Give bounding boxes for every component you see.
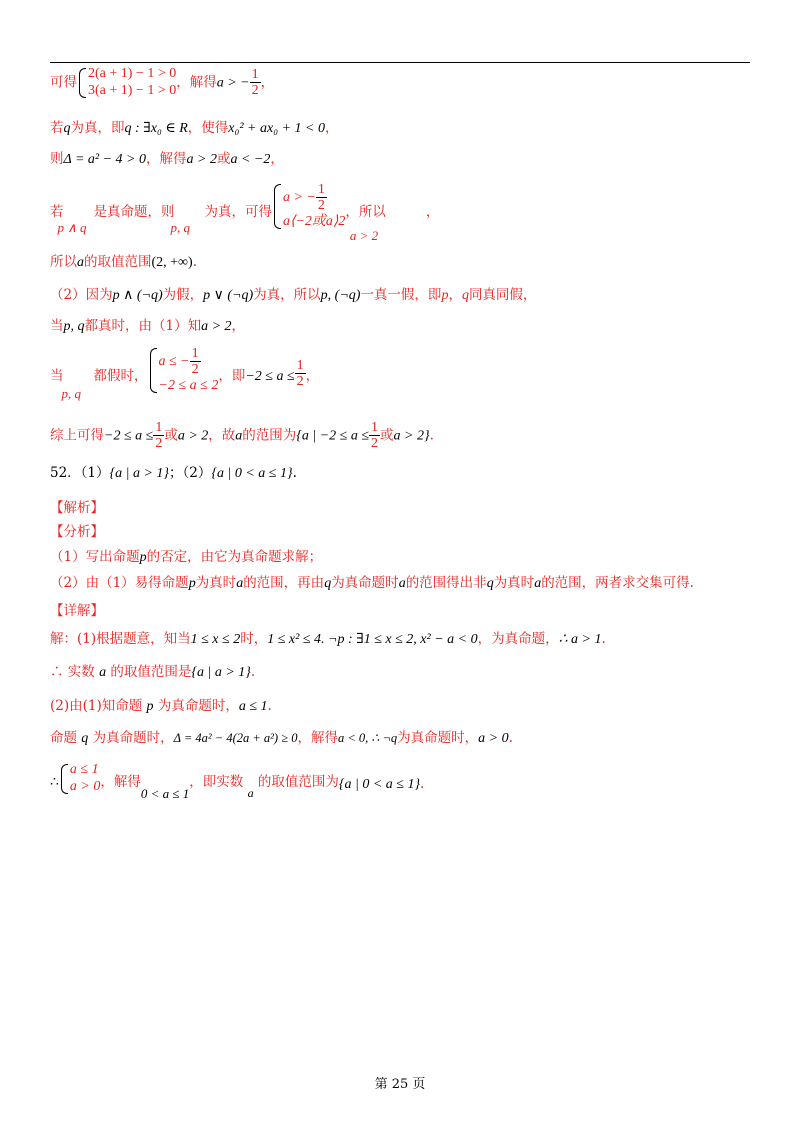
system-row: a⟨−2或a⟩2 <box>283 213 346 229</box>
text: 的取值范围是 <box>110 664 192 680</box>
text: 或 <box>216 151 231 167</box>
text: ，解得 <box>176 74 217 91</box>
text: 都真时，由（1）知 <box>84 318 202 334</box>
math: a <box>236 576 244 591</box>
text: ， <box>305 368 320 384</box>
solution-line-8 <box>50 346 320 401</box>
solution-line-6 <box>50 287 536 305</box>
denominator: 2 <box>317 198 325 214</box>
math: {a | −2 ≤ a ≤ <box>296 428 370 444</box>
denominator: 2 <box>251 83 259 99</box>
text: 则 <box>50 151 64 167</box>
text: 为真时 <box>493 575 535 591</box>
text: 时， <box>240 631 268 647</box>
math: a > − <box>216 75 250 91</box>
text: 为真命题时， <box>397 730 479 746</box>
math: q <box>461 288 469 303</box>
equation-system <box>272 182 345 231</box>
numerator: 1 <box>251 66 259 82</box>
text: 综上可得 <box>50 427 104 444</box>
math: q <box>63 121 71 136</box>
text: . <box>250 664 256 680</box>
detail-line-1 <box>50 631 606 649</box>
text: 的否定，由它为真命题求解； <box>146 549 323 565</box>
detail-line-4 <box>50 730 513 748</box>
text: . <box>508 730 513 746</box>
text: 的范围，再由 <box>243 575 325 591</box>
text: 或 <box>380 427 394 444</box>
math: {a | a > 1} <box>109 466 170 481</box>
fraction <box>250 67 261 99</box>
text: 若 <box>50 204 64 220</box>
section-fenxi <box>50 524 104 541</box>
denominator: 2 <box>371 436 379 452</box>
text: 为真命题时， <box>157 698 239 714</box>
math: p, (¬q) <box>320 288 361 303</box>
math: a < 0, ∴ ¬q <box>337 731 398 745</box>
analysis-line-2 <box>50 575 694 593</box>
text: 解：(1)根据题意，知当 <box>50 631 191 647</box>
text: 为真命题时， <box>92 730 174 746</box>
text: 为真，可得 <box>204 204 272 220</box>
subscript-math <box>57 182 94 235</box>
math: 1 ≤ x² ≤ 4 <box>267 632 321 647</box>
numerator: 1 <box>296 358 304 373</box>
text: 为真命题时 <box>331 575 399 591</box>
math: p, q <box>63 319 85 334</box>
text: ， <box>425 204 440 220</box>
math: p ∧ (¬q) <box>112 288 163 303</box>
math: p, q <box>170 220 190 235</box>
system-row <box>283 182 345 214</box>
denominator: 2 <box>191 362 199 378</box>
text: . <box>192 254 197 270</box>
math: a ≤ − <box>158 354 190 370</box>
math: p, q <box>61 386 81 401</box>
text: 一真一假，即 <box>360 287 442 303</box>
math: {a | a > 1} <box>191 665 251 680</box>
section-jiexi <box>50 500 104 517</box>
math: −2 ≤ a ≤ <box>104 428 154 444</box>
text: ，解得 <box>100 774 141 790</box>
text: ∴ 实数 <box>50 664 95 680</box>
math: a > 2 <box>177 428 209 444</box>
text: （2）因为 <box>50 287 113 303</box>
math: a > 2 <box>186 152 217 167</box>
math: {a | 0 < a ≤ 1} <box>211 466 293 481</box>
text: 的范围，两者求交集可得. <box>541 575 694 591</box>
text: ，解得 <box>297 730 338 746</box>
text: ，为真命题， <box>477 631 559 647</box>
solution-line-2 <box>50 120 338 138</box>
math: a <box>235 428 243 444</box>
text: ， <box>270 151 284 167</box>
text: (2)由(1)知命题 <box>50 698 143 714</box>
text: ，解得 <box>146 151 187 167</box>
system-row: a > 0 <box>69 778 101 794</box>
denominator: 2 <box>155 436 163 452</box>
heading: 【分析】 <box>50 524 104 540</box>
solution-line-1 <box>50 66 274 100</box>
math: −2 ≤ a ≤ <box>245 369 295 384</box>
math: a > 2} <box>393 428 430 444</box>
question-52-answer <box>50 465 297 483</box>
text: 为假， <box>162 287 204 303</box>
math: p ∧ q <box>57 220 87 235</box>
math: p <box>188 576 196 591</box>
text: ，使得 <box>187 120 229 136</box>
text: 若 <box>50 120 64 136</box>
text: （1）写出命题 <box>50 549 140 565</box>
text: 为真时 <box>195 575 237 591</box>
equation-system <box>59 762 100 796</box>
math: p ∨ (¬q) <box>203 288 254 303</box>
system-row: 2(a + 1) − 1 > 0 <box>88 66 177 81</box>
fraction <box>316 182 327 214</box>
math: q <box>81 731 89 746</box>
system-row: 3(a + 1) − 1 > 0 <box>88 82 177 98</box>
math: ∴ a > 1 <box>558 632 602 647</box>
fraction <box>295 358 306 390</box>
text: 的范围为 <box>242 427 297 444</box>
text: 当 <box>50 318 64 334</box>
text: 都假时， <box>93 368 148 384</box>
heading: 【解析】 <box>50 500 104 516</box>
text: 为真，即 <box>70 120 125 136</box>
text: ， <box>231 318 246 334</box>
system-row: a ≤ 1 <box>69 762 99 777</box>
text: ，即 <box>218 368 246 384</box>
math: p <box>139 550 147 565</box>
analysis-line-1 <box>50 549 322 567</box>
text: ，所以 <box>345 204 386 220</box>
text: 可得 <box>50 74 77 91</box>
math: x₀² + ax₀ + 1 < 0 <box>228 121 325 136</box>
numerator: 1 <box>155 420 163 435</box>
solution-line-7 <box>50 318 245 336</box>
text: 的取值范围 <box>84 254 152 270</box>
math: a ≤ 1 <box>238 699 268 714</box>
text: ，故 <box>208 427 236 444</box>
detail-line-2 <box>50 664 255 682</box>
text: ；（2） <box>169 465 212 481</box>
math: q <box>486 576 494 591</box>
solution-line-5 <box>50 254 197 272</box>
fraction <box>369 420 380 452</box>
text: . <box>429 427 434 444</box>
text: . <box>601 631 606 647</box>
detail-line-3 <box>50 698 272 716</box>
top-rule <box>50 62 750 63</box>
text: ， <box>324 120 339 136</box>
math: a > 2 <box>201 319 232 334</box>
math: a <box>534 576 542 591</box>
math: 0 < a ≤ 1 <box>140 786 190 801</box>
system-row: −2 ≤ a ≤ 2 <box>158 377 219 393</box>
text: 所以 <box>50 254 77 270</box>
fraction <box>190 346 201 378</box>
question-number: 52．（1） <box>50 465 110 481</box>
equation-system <box>77 66 176 100</box>
solution-line-9 <box>50 420 434 452</box>
math: a > − <box>283 190 316 206</box>
fraction <box>153 420 164 452</box>
numerator: 1 <box>317 182 325 197</box>
text: ， <box>448 287 462 303</box>
math: 1 ≤ x ≤ 2 <box>190 632 241 647</box>
math: . ¬p : ∃1 ≤ x ≤ 2, x² − a < 0 <box>321 632 478 647</box>
detail-line-5 <box>50 762 424 802</box>
text: （2）由（1）易得命题 <box>50 575 189 591</box>
numerator: 1 <box>371 420 379 435</box>
text: 当 <box>50 368 64 384</box>
heading: 【详解】 <box>50 603 104 619</box>
text: 为真，所以 <box>253 287 321 303</box>
text: . <box>292 465 297 481</box>
numerator: 1 <box>191 346 199 361</box>
math: a <box>99 665 107 680</box>
solution-line-3 <box>50 151 284 169</box>
text: 命题 <box>50 730 77 746</box>
math: q : ∃x₀ ∈ R <box>124 121 188 136</box>
math: q <box>324 576 332 591</box>
text: 同真同假， <box>468 287 537 303</box>
text: . <box>420 776 425 792</box>
text: 或 <box>164 427 178 444</box>
text: 的取值范围为 <box>257 774 339 790</box>
math: a <box>77 255 84 270</box>
math: {a | 0 < a ≤ 1} <box>338 777 421 792</box>
text: . <box>267 698 272 714</box>
denominator: 2 <box>296 374 304 390</box>
math: (2, +∞) <box>151 255 193 270</box>
text: ，即实数 <box>189 774 244 790</box>
math: p <box>146 699 154 714</box>
math: a > 2 <box>349 228 379 243</box>
math: Δ = a² − 4 > 0 <box>63 152 147 167</box>
section-xiangjie <box>50 603 104 620</box>
math: p <box>441 288 449 303</box>
text: 的范围得出非 <box>405 575 487 591</box>
math: ∴ <box>50 775 59 790</box>
math: a < −2 <box>230 152 271 167</box>
subscript-math <box>61 346 94 401</box>
equation-system <box>148 346 219 395</box>
solution-line-4 <box>50 182 440 243</box>
text: ， <box>260 74 275 91</box>
math: a <box>398 576 406 591</box>
math: Δ = 4a² − 4(2a + a²) ≥ 0 <box>173 731 298 745</box>
math: a <box>247 786 254 800</box>
math: a > 0 <box>478 731 509 746</box>
subscript-math <box>170 182 205 235</box>
text: 是真命题，则 <box>93 204 175 220</box>
page-number: 第 25 页 <box>374 1077 426 1092</box>
system-row <box>159 346 219 378</box>
